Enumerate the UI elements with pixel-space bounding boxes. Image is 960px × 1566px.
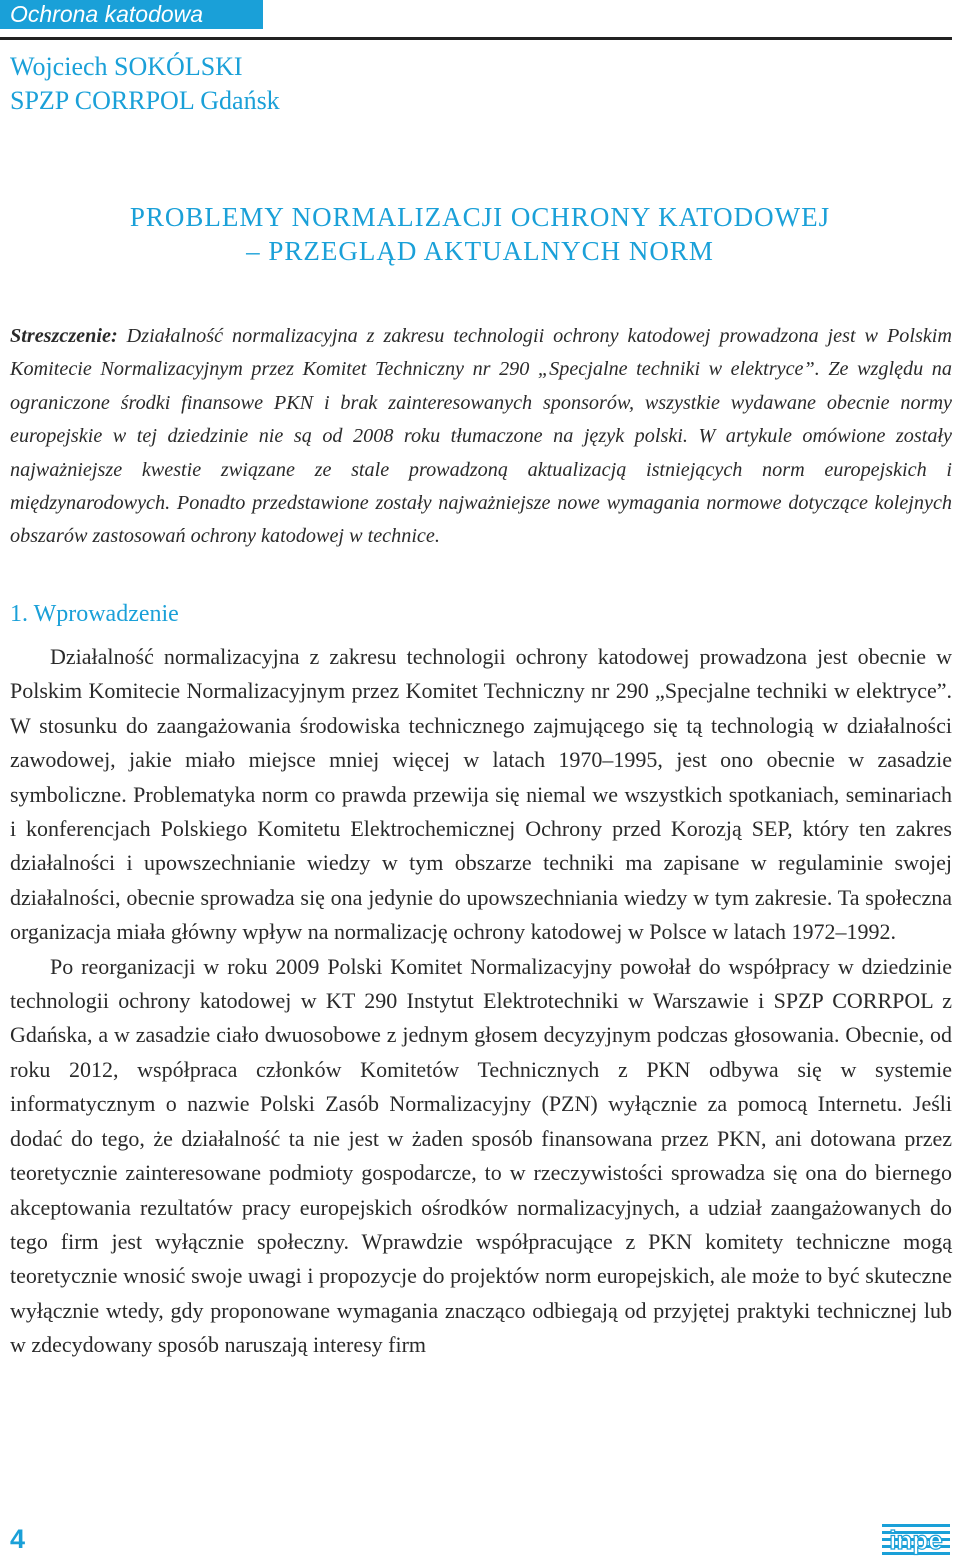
header-rule (0, 37, 952, 40)
title-line-2: – PRZEGLĄD AKTUALNYCH NORM (246, 236, 714, 266)
section-heading: 1. Wprowadzenie (10, 601, 179, 627)
title-line-1: PROBLEMY NORMALIZACJI OCHRONY KATODOWEJ (129, 202, 831, 232)
abstract-text: Działalność normalizacyjna z zakresu technologii ochrony katodowej prowadzona jest w Polskim Komitecie Normalizacyjnym przez Komitet Techniczny nr 290 „Specjalne techniki w elektryce”. Ze względu na ograniczone środki finansowe PKN i brak zainteresowanych sponsorów, wszystkie wydawane obecnie normy europejskie w tej dziedzinie nie są od 2008 roku tłumaczone na język polski. W artykule omówione zostały najważniejsze kwestie związane ze stale prowadzoną aktualizacją istniejących norm europejskich i międzynarodowych. Ponadto przedstawione zostały najważniejsze nowe wymagania normowe dotyczące kolejnych obszarów zastosowań ochrony katodowej w technice. (10, 325, 952, 548)
inpe-logo (880, 1518, 952, 1560)
author-affiliation: SPZP CORRPOL Gdańsk (10, 86, 280, 115)
abstract (10, 320, 952, 554)
paragraph-1: Działalność normalizacyjna z zakresu technologii ochrony katodowej prowadzona jest obecnie w Polskim Komitecie Normalizacyjnym przez Komitet Techniczny nr 290 „Specjalne techniki w elektryce”. W stosunku do zaangażowania środowiska technicznego zajmującego się tą technologią w działalności zawodowej, jakie miało miejsce mniej więcej w latach 1970–1995, jest ono obecnie w zasadzie symboliczne. Problematyka norm co prawda przewija się niemal we wszystkich spotkaniach, seminariach i konferencjach Polskiego Komitetu Elektrochemicznej Ochrony przed Korozją SEP, który ten zakres działalności i upowszechnianie wiedzy w tym obszarze techniki ma zapisane w regulaminie swojej działalności, obecnie sprowadza się ona jedynie do upowszechniania wiedzy w tym zakresie. Ta społeczna organizacja miała główny wpływ na normalizację ochrony katodowej w Polsce w latach 1972–1992. (10, 644, 952, 945)
page-number: 4 (10, 1524, 26, 1554)
logo-text: inpe (889, 1525, 943, 1555)
abstract-label: Streszczenie: (10, 325, 118, 347)
article-body (10, 640, 952, 1363)
paragraph-2: Po reorganizacji w roku 2009 Polski Komitet Normalizacyjny powołał do współpracy w dziedzinie technologii ochrony katodowej w KT 290 Instytut Elektrotechniki w Warszawie i SPZP CORRPOL z Gdańska, a w zasadzie ciało dwuosobowe z jednym głosem decyzyjnym podczas głosowania. Obecnie, od roku 2012, współpraca członków Komitetów Technicznych z PKN odbywa się w systemie informatycznym o nazwie Polski Zasób Normalizacyjny (PZN) wyłącznie za pomocą Internetu. Jeśli dodać do tego, że działalność ta nie jest w żaden sposób finansowana przez PKN, ani dotowana przez teoretycznie zainteresowane podmioty gospodarcze, to w rzeczywistości sprowadza się ona do biernego akceptowania rezultatów pracy europejskich ośrodków normalizacyjnych, a udział zaangażowanych do tego firm jest wyłącznie społeczny. Wprawdzie współpracujące z PKN komitety techniczne mogą teoretycznie wnosić swoje uwagi i propozycje do projektów norm europejskich, ale może to być skuteczne wyłącznie wtedy, gdy proponowane wymagania znacząco odbiegają od przyjętej praktyki technicznej lub w zdecydowany sposób naruszają interesy firm (10, 953, 952, 1358)
article-title (0, 200, 960, 268)
section-label: Ochrona katodowa (10, 1, 204, 27)
author-name: Wojciech SOKÓLSKI (10, 52, 243, 81)
section-banner (0, 0, 263, 29)
